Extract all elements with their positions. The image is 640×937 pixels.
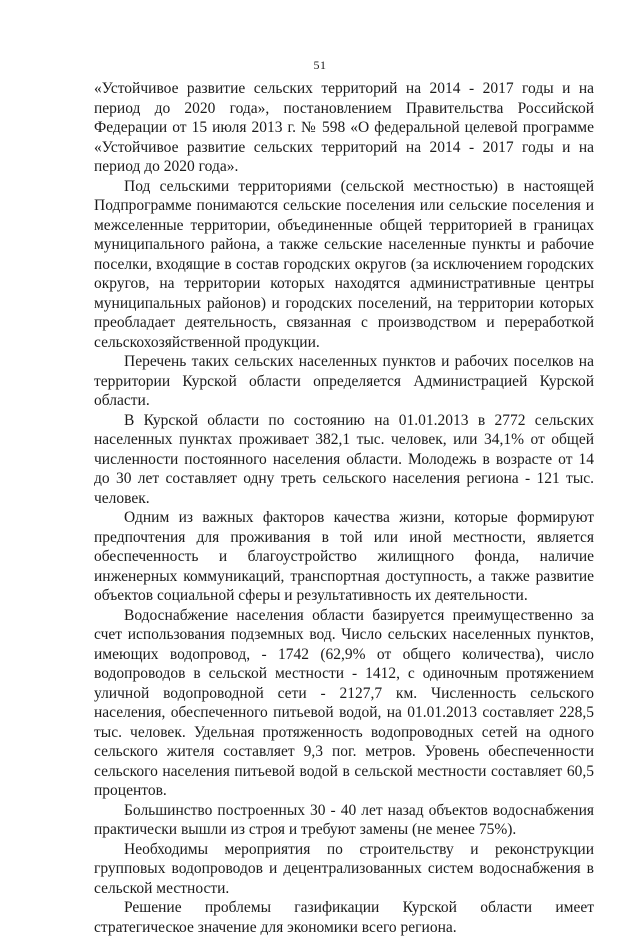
paragraph-settlements-list: Перечень таких сельских населенных пунктов и рабочих поселков на территории Курской области определяется Администрацией Курской области.	[94, 353, 594, 409]
paragraph-quality-of-life: Одним из важных факторов качества жизни, которые формируют предпочтения для проживания в той или иной местности, является обеспеченность и благоустройство жилищного фонда, наличие инженерных коммуникаций, транспортная доступность, а также развитие объектов социальной сферы и результативность их деятельности.	[94, 509, 594, 604]
paragraph-program-reference: «Устойчивое развитие сельских территорий на 2014 - 2017 годы и на период до 2020 года», постановлением Правительства Российской Федерации от 15 июля 2013 г. № 598 «О федеральной целевой программе «Устойчивое развитие сельских территорий на 2014 - 2017 годы и на период до 2020 года».	[94, 80, 594, 175]
page-number: 51	[313, 58, 327, 72]
paragraph-gasification: Решение проблемы газификации Курской области имеет стратегическое значение для экономики всего региона.	[94, 899, 594, 936]
document-body	[94, 79, 594, 937]
paragraph-rural-territories-definition: Под сельскими территориями (сельской местностью) в настоящей Подпрограмме понимаются сельские поселения или сельские поселения и межселенные территории, объединенные общей территорией в границах муниципального района, а также сельские населенные пункты и рабочие поселки, входящие в состав городских округов (за исключением городских округов, на территории которых находятся административные центры муниципальных районов) и городских поселений, на территории которых преобладает деятельность, связанная с производством и переработкой сельскохозяйственной продукции.	[94, 177, 594, 351]
paragraph-required-measures: Необходимы мероприятия по строительству и реконструкции групповых водопроводов и децентрализованных систем водоснабжения в сельской местности.	[94, 840, 594, 897]
paragraph-population-statistics: В Курской области по состоянию на 01.01.2013 в 2772 сельских населенных пунктах проживает 382,1 тыс. человек, или 34,1% от общей численности постоянного населения области. Молодежь в возрасте от 14 до 30 лет составляет одну треть сельского населения региона - 121 тыс. человек.	[94, 411, 594, 507]
paragraph-water-infrastructure-wear: Большинство построенных 30 - 40 лет назад объектов водоснабжения практически вышли из строя и требуют замены (не менее 75%).	[94, 801, 594, 838]
paragraph-water-supply: Водоснабжение населения области базируется преимущественно за счет использования подземных вод. Число сельских населенных пунктов, имеющих водопровод, - 1742 (62,9% от общего количества), число водопроводов в сельской местности - 1412, с одиночным протяжением уличной водопроводной сети - 2127,7 км. Численность сельского населения, обеспеченного питьевой водой, на 01.01.2013 составляет 228,5 тыс. человек. Удельная протяженность водопроводных сетей на одного сельского жителя составляет 9,3 пог. метров. Уровень обеспеченности сельского населения питьевой водой в сельской местности составляет 60,5 процентов.	[94, 606, 594, 799]
